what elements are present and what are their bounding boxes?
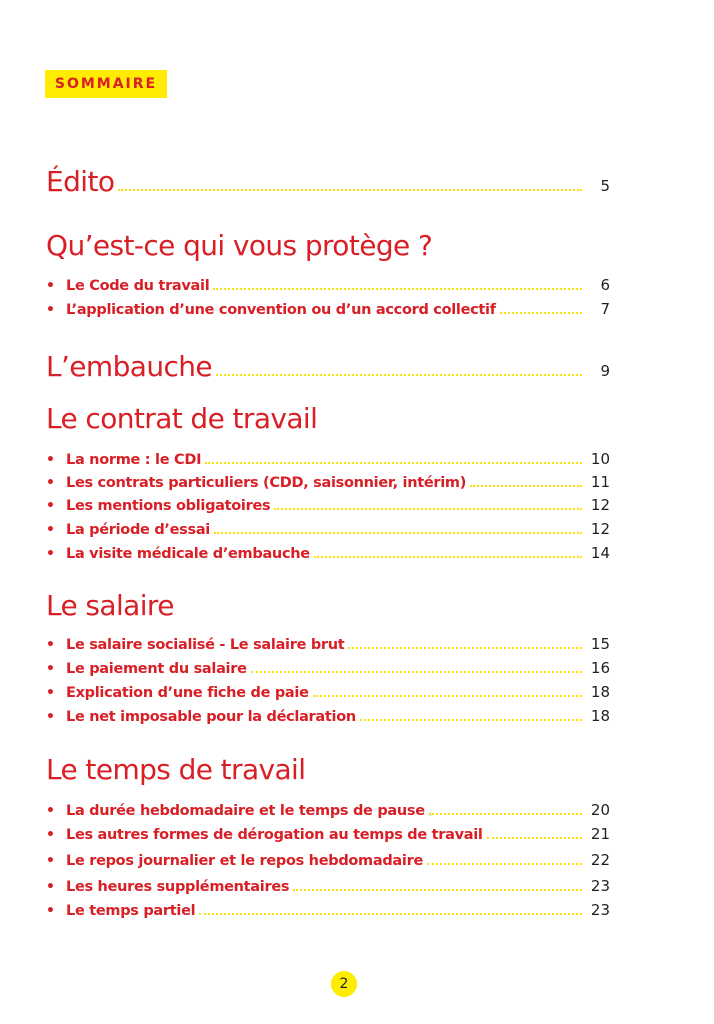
toc-item[interactable] xyxy=(46,300,610,318)
bullet-icon: • xyxy=(46,709,55,725)
toc-page-number: 11 xyxy=(590,473,610,491)
bullet-icon: • xyxy=(46,637,55,653)
toc-page-number: 12 xyxy=(590,496,610,514)
dot-leader xyxy=(274,508,582,510)
bullet-icon: • xyxy=(46,803,55,819)
dot-leader xyxy=(216,374,582,376)
dot-leader xyxy=(429,813,582,815)
toc-item[interactable] xyxy=(46,496,610,514)
bullet-icon: • xyxy=(46,827,55,843)
dot-leader xyxy=(500,312,582,314)
toc-item-label: Le salaire socialisé - Le salaire brut xyxy=(66,637,345,653)
toc-item[interactable] xyxy=(46,659,610,677)
toc-item[interactable] xyxy=(46,877,610,895)
bullet-icon: • xyxy=(46,903,55,919)
toc-page-number: 6 xyxy=(600,276,610,294)
bullet-icon: • xyxy=(46,498,55,514)
toc-item-label: Explication d’une fiche de paie xyxy=(66,685,309,701)
toc-heading-protege[interactable]: Qu’est-ce qui vous protège ? xyxy=(46,229,433,262)
bullet-icon: • xyxy=(46,879,55,895)
toc-page-number: 22 xyxy=(590,851,610,869)
dot-leader xyxy=(199,913,582,915)
section-tag: SOMMAIRE xyxy=(45,70,167,98)
dot-leader xyxy=(470,485,582,487)
toc-item-label: La visite médicale d’embauche xyxy=(66,546,310,562)
dot-leader xyxy=(293,889,582,891)
bullet-icon: • xyxy=(46,522,55,538)
toc-item-label: Les contrats particuliers (CDD, saisonnier, intérim) xyxy=(66,475,467,491)
toc-heading-edito[interactable] xyxy=(46,165,610,198)
toc-item[interactable] xyxy=(46,450,610,468)
bullet-icon: • xyxy=(46,452,55,468)
toc-heading-title: Édito xyxy=(46,165,115,198)
toc-item-label: Le paiement du salaire xyxy=(66,661,247,677)
bullet-icon: • xyxy=(46,853,55,869)
bullet-icon: • xyxy=(46,546,55,562)
dot-leader xyxy=(118,189,582,191)
toc-page-number: 12 xyxy=(590,520,610,538)
toc-page-number: 9 xyxy=(600,362,610,380)
dot-leader xyxy=(348,647,582,649)
toc-page-number: 16 xyxy=(590,659,610,677)
bullet-icon: • xyxy=(46,302,55,318)
toc-item[interactable] xyxy=(46,851,610,869)
toc-page-number: 14 xyxy=(590,544,610,562)
toc-item[interactable] xyxy=(46,901,610,919)
dot-leader xyxy=(427,863,582,865)
toc-heading-embauche[interactable] xyxy=(46,350,610,383)
toc-page-number: 23 xyxy=(590,901,610,919)
dot-leader xyxy=(313,695,582,697)
page-number-badge: 2 xyxy=(331,971,357,997)
toc-page-number: 15 xyxy=(590,635,610,653)
toc-heading-contrat[interactable]: Le contrat de travail xyxy=(46,402,318,435)
toc-page-number: 20 xyxy=(590,801,610,819)
dot-leader xyxy=(314,556,582,558)
toc-item-label: La norme : le CDI xyxy=(66,452,202,468)
toc-page-number: 18 xyxy=(590,683,610,701)
toc-heading-temps[interactable]: Le temps de travail xyxy=(46,753,306,786)
dot-leader xyxy=(360,719,582,721)
toc-item[interactable] xyxy=(46,276,610,294)
toc-item-label: La période d’essai xyxy=(66,522,210,538)
bullet-icon: • xyxy=(46,278,55,294)
dot-leader xyxy=(251,671,582,673)
bullet-icon: • xyxy=(46,661,55,677)
toc-item[interactable] xyxy=(46,635,610,653)
dot-leader xyxy=(214,532,582,534)
toc-item[interactable] xyxy=(46,801,610,819)
toc-item-label: Le repos journalier et le repos hebdomadaire xyxy=(66,853,423,869)
toc-item[interactable] xyxy=(46,707,610,725)
toc-heading-salaire[interactable]: Le salaire xyxy=(46,589,174,622)
bullet-icon: • xyxy=(46,685,55,701)
toc-page-number: 5 xyxy=(600,177,610,195)
toc-item[interactable] xyxy=(46,683,610,701)
dot-leader xyxy=(213,288,582,290)
toc-page-number: 23 xyxy=(590,877,610,895)
toc-item-label: Les mentions obligatoires xyxy=(66,498,271,514)
toc-item-label: Les autres formes de dérogation au temps de travail xyxy=(66,827,483,843)
toc-page-number: 10 xyxy=(590,450,610,468)
toc-item[interactable] xyxy=(46,473,610,491)
dot-leader xyxy=(205,462,582,464)
toc-page-number: 18 xyxy=(590,707,610,725)
toc-item-label: Le net imposable pour la déclaration xyxy=(66,709,356,725)
toc-page-number: 7 xyxy=(600,300,610,318)
toc-heading-title: L’embauche xyxy=(46,350,213,383)
toc-item[interactable] xyxy=(46,825,610,843)
toc-item[interactable] xyxy=(46,544,610,562)
toc-item[interactable] xyxy=(46,520,610,538)
toc-item-label: Les heures supplémentaires xyxy=(66,879,290,895)
toc-item-label: La durée hebdomadaire et le temps de pause xyxy=(66,803,425,819)
bullet-icon: • xyxy=(46,475,55,491)
toc-item-label: Le temps partiel xyxy=(66,903,196,919)
toc-item-label: L’application d’une convention ou d’un accord collectif xyxy=(66,302,496,318)
dot-leader xyxy=(487,837,582,839)
toc-item-label: Le Code du travail xyxy=(66,278,210,294)
toc-page-number: 21 xyxy=(590,825,610,843)
